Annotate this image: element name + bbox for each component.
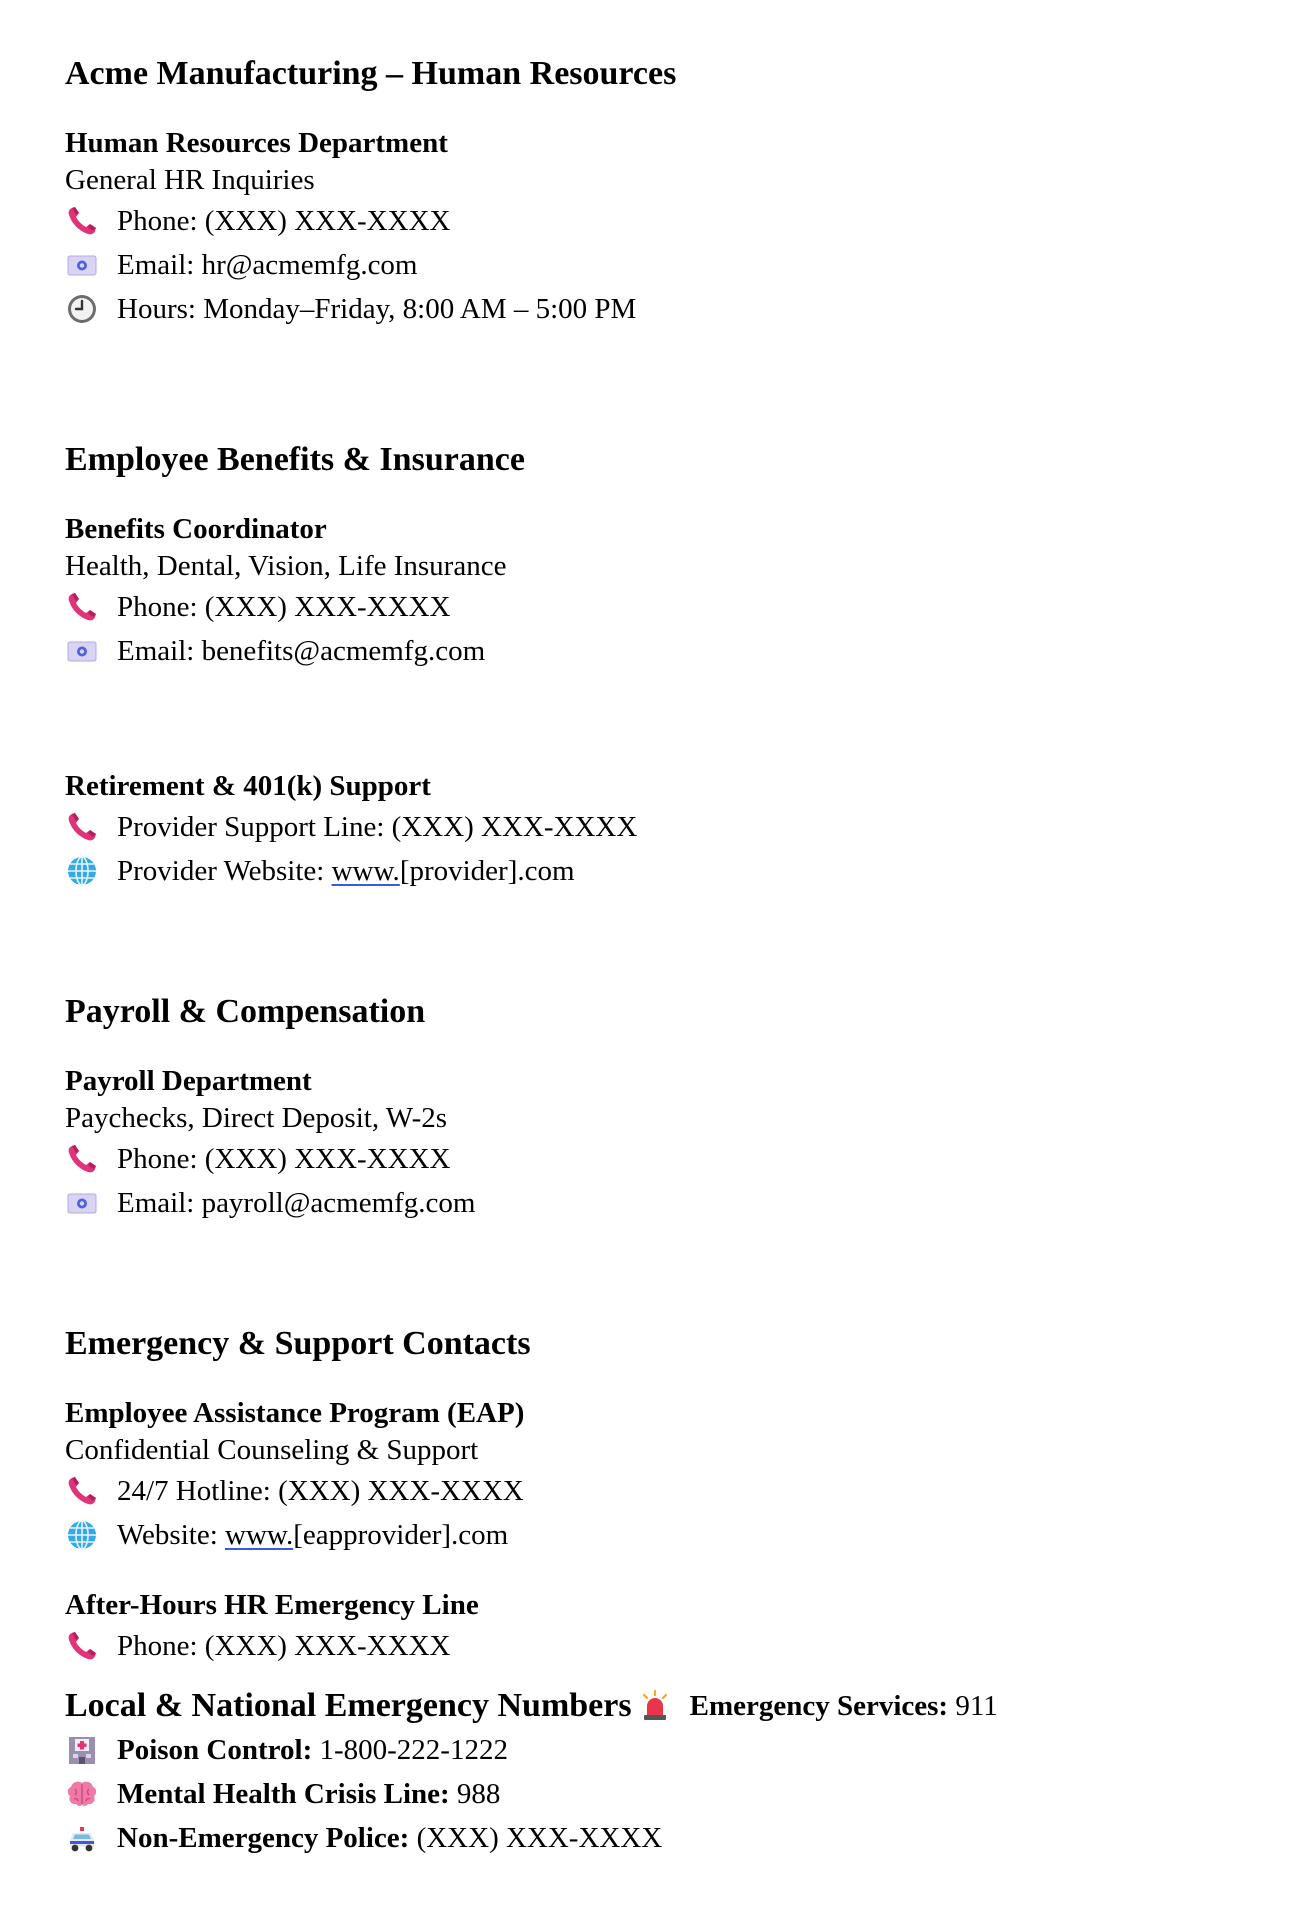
document-page [65,50,1245,1860]
hr-section [65,125,1245,331]
non-emergency-police-value: (XXX) XXX-XXXX [409,1822,663,1854]
mental-health-line [65,1772,1245,1816]
emergency-heading: Emergency & Support Contacts [65,1325,531,1362]
page-title: Acme Manufacturing – Human Resources [65,55,677,92]
non-emergency-police-label: Non-Emergency Police: [117,1822,410,1854]
retirement-website-label: Provider Website: [117,855,332,887]
retirement-support-line [65,805,1245,849]
emergency-services-value: 911 [948,1690,998,1722]
telephone-receiver-icon [65,590,99,624]
payroll-subtitle: Payroll Department [65,1065,312,1097]
mental-health-value: 988 [449,1778,501,1810]
eap-description: Confidential Counseling & Support [65,1434,479,1466]
benefits-phone-line [65,585,1245,629]
retirement-website-rest: [provider].com [399,855,575,887]
globe-icon [65,1518,99,1552]
benefits-phone: Phone: (XXX) XXX-XXXX [117,591,451,623]
mental-health-label: Mental Health Crisis Line: [117,1778,450,1810]
afterhours-phone: Phone: (XXX) XXX-XXXX [117,1630,451,1662]
eap-hotline-line [65,1469,1245,1513]
benefits-description: Health, Dental, Vision, Life Insurance [65,550,507,582]
telephone-receiver-icon [65,1142,99,1176]
retirement-subtitle: Retirement & 401(k) Support [65,770,431,802]
payroll-email-line [65,1181,1245,1225]
retirement-website-line [65,849,1245,893]
benefits-email-line [65,629,1245,673]
emergency-section [65,1320,1245,1860]
benefits-subtitle: Benefits Coordinator [65,513,327,545]
telephone-receiver-icon [65,1474,99,1508]
benefits-heading: Employee Benefits & Insurance [65,441,525,478]
poison-control-value: 1-800-222-1222 [312,1734,508,1766]
payroll-phone-line [65,1137,1245,1181]
non-emergency-police-line [65,1816,1245,1860]
hr-email: Email: hr@acmemfg.com [117,249,418,281]
emergency-services-label: Emergency Services: [689,1690,949,1722]
afterhours-phone-line [65,1624,1245,1668]
poison-control-line [65,1728,1245,1772]
emergency-numbers-line [65,1684,1245,1728]
envelope-icon [65,248,99,282]
envelope-icon [65,1186,99,1220]
hr-description: General HR Inquiries [65,164,315,196]
hospital-icon [65,1733,99,1767]
eap-website-link[interactable]: www. [225,1519,294,1551]
hr-hours: Hours: Monday–Friday, 8:00 AM – 5:00 PM [117,293,637,325]
retirement-website-link[interactable]: www. [331,855,400,887]
telephone-receiver-icon [65,1629,99,1663]
hr-hours-line [65,287,1245,331]
eap-website-label: Website: [117,1519,225,1551]
eap-hotline: 24/7 Hotline: (XXX) XXX-XXXX [117,1475,524,1507]
payroll-description: Paychecks, Direct Deposit, W-2s [65,1102,448,1134]
afterhours-subtitle: After-Hours HR Emergency Line [65,1589,479,1621]
benefits-section [65,436,1245,673]
eap-subtitle: Employee Assistance Program (EAP) [65,1397,525,1429]
hr-phone: Phone: (XXX) XXX-XXXX [117,205,451,237]
police-car-icon [65,1821,99,1855]
clock-icon [65,292,99,326]
poison-control-label: Poison Control: [117,1734,313,1766]
hr-subtitle: Human Resources Department [65,127,448,159]
payroll-section [65,988,1245,1225]
telephone-receiver-icon [65,810,99,844]
hr-phone-line [65,199,1245,243]
brain-icon [65,1777,99,1811]
siren-icon [638,1689,672,1723]
globe-icon [65,854,99,888]
payroll-email: Email: payroll@acmemfg.com [117,1187,476,1219]
eap-website-line [65,1513,1245,1557]
payroll-phone: Phone: (XXX) XXX-XXXX [117,1143,451,1175]
retirement-support-phone: Provider Support Line: (XXX) XXX-XXXX [117,811,638,843]
payroll-heading: Payroll & Compensation [65,993,426,1030]
envelope-icon [65,634,99,668]
benefits-email: Email: benefits@acmemfg.com [117,635,486,667]
eap-website-rest: [eapprovider].com [293,1519,509,1551]
retirement-section [65,768,1245,893]
hr-email-line [65,243,1245,287]
emergency-numbers-heading: Local & National Emergency Numbers [65,1687,632,1724]
telephone-receiver-icon [65,204,99,238]
